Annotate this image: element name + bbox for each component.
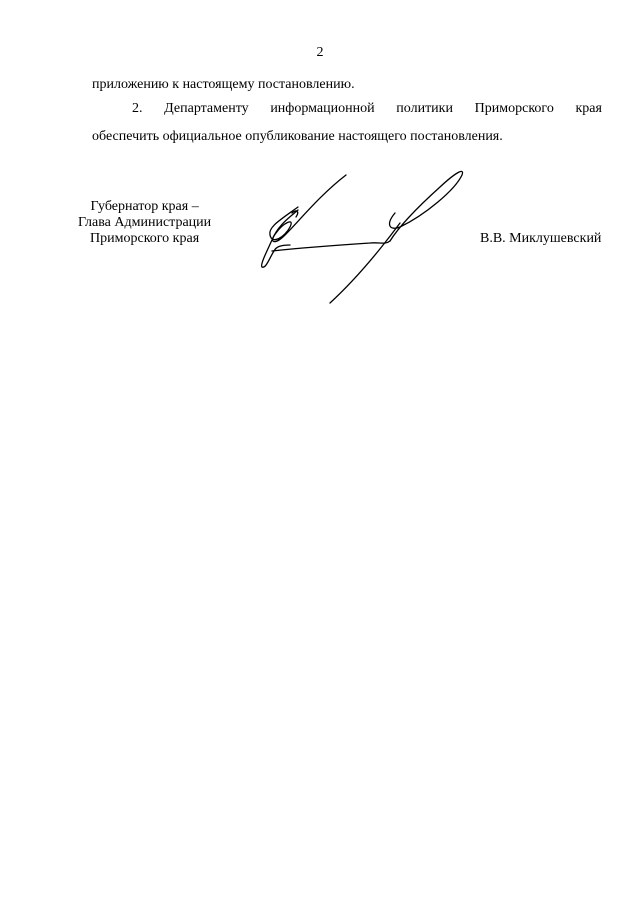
- item-word: края: [575, 101, 602, 116]
- item-number: 2.: [132, 101, 143, 116]
- item-word: политики: [396, 101, 453, 116]
- item-word: информационной: [270, 101, 375, 116]
- page-number: 2: [316, 45, 324, 60]
- signatory-title-line: Губернатор края –: [90, 199, 199, 214]
- paragraph-item-2-second-line: обеспечить официальное опубликование настоящего постановления.: [92, 129, 503, 144]
- signatory-title: [78, 199, 211, 247]
- paragraph-item-2-first-line: [92, 101, 602, 117]
- item-word: Приморского: [474, 101, 554, 116]
- signatory-title-line: Глава Администрации: [78, 215, 212, 230]
- handwritten-signature: [250, 165, 480, 310]
- paragraph-continuation: приложению к настоящему постановлению.: [92, 77, 355, 92]
- signatory-title-line: Приморского края: [90, 231, 200, 246]
- item-word: Департаменту: [164, 101, 249, 116]
- signer-name: В.В. Миклушевский: [480, 231, 602, 246]
